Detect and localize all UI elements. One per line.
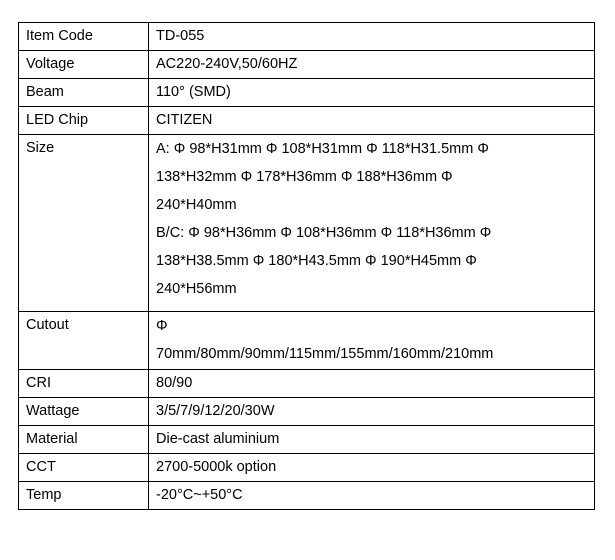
size-line: 138*H32mm Φ 178*H36mm Φ 188*H36mm Φ: [156, 169, 453, 185]
table-row: [19, 79, 595, 107]
size-line: 138*H38.5mm Φ 180*H43.5mm Φ 190*H45mm Φ: [156, 253, 477, 269]
row-label: Material: [19, 426, 149, 454]
spec-table: [18, 22, 595, 510]
row-label: Voltage: [19, 51, 149, 79]
row-value: AC220-240V,50/60HZ: [149, 51, 595, 79]
row-label: CCT: [19, 454, 149, 482]
table-row-size: [19, 135, 595, 312]
row-value: 110° (SMD): [149, 79, 595, 107]
table-row: [19, 23, 595, 51]
row-value: 2700-5000k option: [149, 454, 595, 482]
row-value: CITIZEN: [149, 107, 595, 135]
cutout-value: [149, 312, 595, 370]
table-row: [19, 454, 595, 482]
row-value: TD-055: [149, 23, 595, 51]
table-row: [19, 482, 595, 510]
row-label: Cutout: [19, 312, 149, 370]
row-value: 3/5/7/9/12/20/30W: [149, 398, 595, 426]
row-label: Item Code: [19, 23, 149, 51]
row-label: LED Chip: [19, 107, 149, 135]
row-label: Wattage: [19, 398, 149, 426]
size-line: 240*H40mm: [156, 197, 237, 213]
row-label: Size: [19, 135, 149, 312]
table-row: [19, 398, 595, 426]
cutout-line: 70mm/80mm/90mm/115mm/155mm/160mm/210mm: [156, 346, 494, 362]
size-line: 240*H56mm: [156, 281, 237, 297]
table-row: [19, 370, 595, 398]
table-row: [19, 107, 595, 135]
size-line: A: Φ 98*H31mm Φ 108*H31mm Φ 118*H31.5mm Φ: [156, 141, 489, 157]
row-value: -20°C~+50°C: [149, 482, 595, 510]
row-value: Die-cast aluminium: [149, 426, 595, 454]
size-line: B/C: Φ 98*H36mm Φ 108*H36mm Φ 118*H36mm Φ: [156, 225, 492, 241]
row-label: CRI: [19, 370, 149, 398]
row-value: 80/90: [149, 370, 595, 398]
cutout-line: Φ: [156, 318, 168, 334]
size-value: [149, 135, 595, 312]
table-row-cutout: [19, 312, 595, 370]
row-label: Beam: [19, 79, 149, 107]
table-row: [19, 426, 595, 454]
row-label: Temp: [19, 482, 149, 510]
table-row: [19, 51, 595, 79]
